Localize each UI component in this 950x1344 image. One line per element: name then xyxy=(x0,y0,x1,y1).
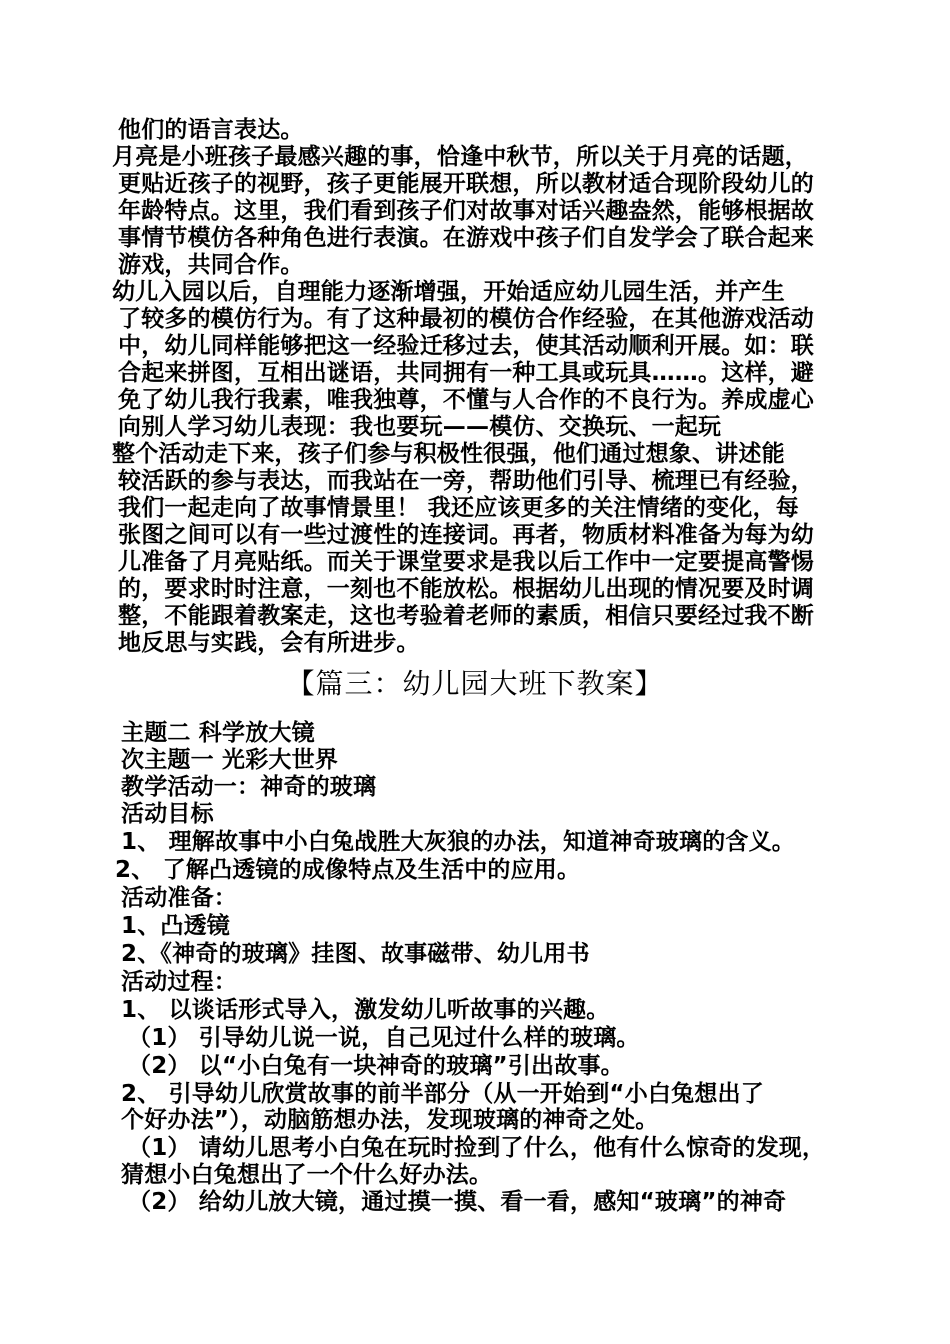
text-line: 事情节模仿各种角色进行表演。在游戏中孩子们自发学会了联合起来 xyxy=(118,225,814,251)
lesson-sub-item: （1） 请幼儿思考小白兔在玩时捡到了什么，他有什么惊奇的发现， xyxy=(128,1135,826,1161)
text-line: 他们的语言表达。 xyxy=(118,117,304,143)
lesson-list-item: 2、 了解凸透镜的成像特点及生活中的应用。 xyxy=(115,857,581,883)
text-line: 游戏，共同合作。 xyxy=(118,252,304,278)
lesson-list-item: 1、 理解故事中小白兔战胜大灰狼的办法，知道神奇玻璃的含义。 xyxy=(121,829,796,855)
text-line: 中，幼儿同样能够把这一经验迁移过去，使其活动顺利开展。如：联 xyxy=(118,333,814,359)
lesson-sub-item: （1） 引导幼儿说一说，自己见过什么样的玻璃。 xyxy=(128,1025,640,1051)
lesson-sub-item: （2） 给幼儿放大镜，通过摸一摸、看一看，感知“玻璃”的神奇 xyxy=(128,1189,787,1215)
text-line: 整，不能跟着教案走，这也考验着老师的素质，相信只要经过我不断 xyxy=(118,603,814,629)
text-line: 月亮是小班孩子最感兴趣的事，恰逢中秋节，所以关于月亮的话题， xyxy=(112,144,808,170)
text-line: 免了幼儿我行我素，唯我独尊，不懂与人合作的不良行为。养成虚心 xyxy=(118,387,814,413)
lesson-heading: 主题二 科学放大镜 xyxy=(121,720,315,746)
text-line: 幼儿入园以后，自理能力逐渐增强，开始适应幼儿园生活，并产生 xyxy=(112,279,785,305)
text-line: 较活跃的参与表达，而我站在一旁，帮助他们引导、梳理已有经验， xyxy=(118,468,814,494)
text-line: 更贴近孩子的视野，孩子更能展开联想，所以教材适合现阶段幼儿的 xyxy=(118,171,814,197)
lesson-list-item: 1、 以谈话形式导入，激发幼儿听故事的兴趣。 xyxy=(121,997,610,1023)
lesson-sub-item: 猜想小白兔想出了一个什么好办法。 xyxy=(121,1162,493,1188)
text-line: 的，要求时时注意，一刻也不能放松。根据幼儿出现的情况要及时调 xyxy=(118,576,814,602)
text-line: 我们一起走向了故事情景里！ 我还应该更多的关注情绪的变化，每 xyxy=(118,495,800,521)
text-line: 地反思与实践，会有所进步。 xyxy=(118,630,420,656)
text-line: 向别人学习幼儿表现：我也要玩——模仿、交换玩、一起玩 xyxy=(118,414,722,440)
lesson-list-item: 1、凸透镜 xyxy=(121,913,231,939)
text-line: 合起来拼图，互相出谜语，共同拥有一种工具或玩具……。这样，避 xyxy=(118,360,814,386)
lesson-section-label: 活动过程： xyxy=(121,969,237,995)
lesson-sub-item: （2） 以“小白兔有一块神奇的玻璃”引出故事。 xyxy=(128,1053,624,1079)
lesson-list-item: 个好办法”），动脑筋想办法，发现玻璃的神奇之处。 xyxy=(121,1107,659,1133)
text-line: 了较多的模仿行为。有了这种最初的模仿合作经验，在其他游戏活动 xyxy=(118,306,814,332)
section-title: 【篇三：幼儿园大班下教案】 xyxy=(286,667,664,700)
text-line: 年龄特点。这里，我们看到孩子们对故事对话兴趣盎然，能够根据故 xyxy=(118,198,814,224)
lesson-subheading: 次主题一 光彩大世界 xyxy=(121,747,339,773)
lesson-section-label: 活动目标 xyxy=(121,801,214,827)
lesson-list-item: 2、 引导幼儿欣赏故事的前半部分（从一开始到“小白兔想出了 xyxy=(121,1081,764,1107)
text-line: 儿准备了月亮贴纸。而关于课堂要求是我以后工作中一定要提高警惕 xyxy=(118,549,814,575)
text-line: 整个活动走下来，孩子们参与积极性很强，他们通过想象、讲述能 xyxy=(112,441,785,467)
lesson-list-item: 2、《神奇的玻璃》挂图、故事磁带、幼儿用书 xyxy=(121,941,590,967)
lesson-activity-title: 教学活动一：神奇的玻璃 xyxy=(121,774,377,800)
lesson-section-label: 活动准备： xyxy=(121,885,237,911)
text-line: 张图之间可以有一些过渡性的连接词。再者，物质材料准备为每为幼 xyxy=(118,522,814,548)
